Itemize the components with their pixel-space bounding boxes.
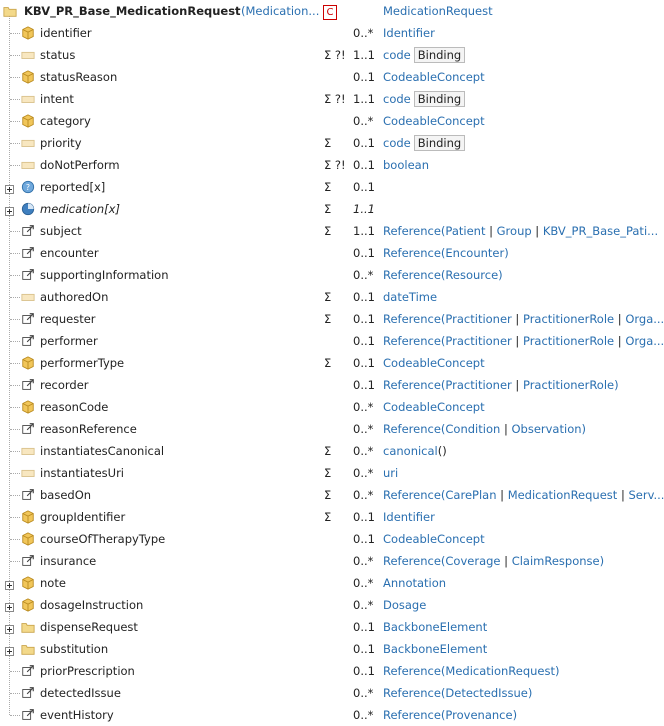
- element-cardinality: 0..1: [353, 510, 375, 524]
- element-name: instantiatesUri: [40, 466, 124, 480]
- element-flags: Σ: [324, 312, 332, 326]
- tree-row-reason-reference[interactable]: [0, 418, 660, 440]
- reference-icon: [21, 488, 35, 502]
- tree-guide-branch: [10, 561, 20, 562]
- primitive-type-icon: [21, 290, 35, 304]
- type-link[interactable]: BackboneElement: [383, 620, 488, 634]
- type-link[interactable]: Encounter: [445, 246, 505, 260]
- element-flags: Σ: [324, 136, 332, 150]
- type-link[interactable]: Reference(: [383, 554, 446, 568]
- type-link[interactable]: MedicationRequest: [445, 664, 556, 678]
- type-link[interactable]: Practitioner: [445, 378, 512, 392]
- element-type: [383, 47, 465, 63]
- tree-row-recorder[interactable]: [0, 374, 660, 396]
- expand-toggle-icon[interactable]: [5, 622, 14, 631]
- svg-text:?: ?: [25, 183, 31, 193]
- tree-row-reason-code[interactable]: [0, 396, 660, 418]
- tree-row-encounter[interactable]: [0, 242, 660, 264]
- reference-icon: [21, 686, 35, 700]
- element-cardinality: 0..1: [353, 620, 375, 634]
- element-name: requester: [40, 312, 96, 326]
- element-name: reasonReference: [40, 422, 137, 436]
- element-cardinality: 0..1: [353, 664, 375, 678]
- tree-row-authored-on[interactable]: [0, 286, 660, 308]
- tree-guide-branch: [10, 715, 20, 716]
- type-link[interactable]: Reference(: [383, 708, 446, 722]
- element-name: reported[x]: [40, 180, 106, 194]
- type-link[interactable]: Coverage: [445, 554, 501, 568]
- tree-guide-branch: [10, 539, 20, 540]
- tree-row-category[interactable]: [0, 110, 660, 132]
- type-link[interactable]: CarePlan: [445, 488, 497, 502]
- element-name: courseOfTherapyType: [40, 532, 166, 546]
- primitive-type-icon: [21, 466, 35, 480]
- type-link[interactable]: CodeableConcept: [383, 400, 485, 414]
- reference-icon: [21, 246, 35, 260]
- element-type: [383, 575, 446, 591]
- reference-icon: [21, 224, 35, 238]
- expand-toggle-icon[interactable]: [5, 204, 14, 213]
- tree-row-course-of-therapy-type[interactable]: [0, 528, 660, 550]
- tree-guide-branch: [10, 385, 20, 386]
- element-type: [383, 509, 435, 525]
- type-link[interactable]: ): [599, 554, 605, 568]
- tree-row-performer-type[interactable]: [0, 352, 660, 374]
- type-link[interactable]: ): [614, 378, 619, 392]
- type-link[interactable]: Practitioner: [445, 312, 512, 326]
- element-cardinality: 0..*: [353, 466, 374, 480]
- element-name: priority: [40, 136, 82, 150]
- element-type: [383, 91, 465, 107]
- type-link[interactable]: Resource: [445, 268, 499, 282]
- type-link[interactable]: Reference(: [383, 312, 446, 326]
- element-type: [383, 223, 658, 239]
- type-link[interactable]: uri: [383, 466, 399, 480]
- type-link[interactable]: Reference(: [383, 664, 446, 678]
- element-cardinality: 0..*: [353, 400, 374, 414]
- element-type: [383, 487, 664, 503]
- tree-guide-branch: [10, 231, 20, 232]
- tree-guide-branch: [10, 407, 20, 408]
- type-link[interactable]: Reference(: [383, 334, 446, 348]
- type-link[interactable]: Group: [496, 224, 532, 238]
- reference-icon: [21, 334, 35, 348]
- element-type: [383, 443, 447, 459]
- element-flags: Σ: [324, 202, 332, 216]
- type-link[interactable]: ): [581, 422, 587, 436]
- element-flags: Σ: [324, 466, 332, 480]
- type-separator: |: [511, 334, 523, 348]
- constraint-badge: C: [323, 5, 337, 20]
- element-flags: Σ: [324, 224, 332, 238]
- tree-row-insurance[interactable]: [0, 550, 660, 572]
- element-cardinality: 0..*: [353, 444, 374, 458]
- element-type: [383, 641, 487, 657]
- tree-row-dosage-instruction[interactable]: [0, 594, 660, 616]
- backbone-element-icon: [21, 620, 35, 634]
- type-link[interactable]: Identifier: [383, 26, 435, 40]
- element-name: basedOn: [40, 488, 92, 502]
- type-link[interactable]: ): [498, 268, 503, 282]
- complex-type-icon: [21, 510, 35, 524]
- element-cardinality: 0..*: [353, 422, 374, 436]
- tree-guide-branch: [10, 429, 20, 430]
- complex-type-icon: [21, 532, 35, 546]
- type-separator: |: [511, 378, 523, 392]
- type-link[interactable]: PractitionerRole: [522, 378, 615, 392]
- type-separator: |: [496, 488, 508, 502]
- element-flags: Σ: [324, 290, 332, 304]
- type-link[interactable]: ClaimResponse: [511, 554, 600, 568]
- type-link[interactable]: Observation: [511, 422, 582, 436]
- element-type: [383, 245, 509, 261]
- element-name: dispenseRequest: [40, 620, 138, 634]
- tree-guide-branch: [10, 363, 20, 364]
- element-cardinality: 0..*: [353, 598, 374, 612]
- primitive-type-icon: [21, 158, 35, 172]
- type-link[interactable]: dateTime: [383, 290, 438, 304]
- element-cardinality: 0..*: [353, 268, 374, 282]
- tree-guide-branch: [10, 517, 20, 518]
- element-cardinality: 0..1: [353, 290, 375, 304]
- type-link[interactable]: canonical: [383, 444, 438, 458]
- element-name: groupIdentifier: [40, 510, 126, 524]
- element-cardinality: 0..1: [353, 356, 375, 370]
- tree-row-based-on[interactable]: [0, 484, 664, 506]
- tree-row-group-identifier[interactable]: [0, 506, 660, 528]
- binding-button[interactable]: Binding: [414, 91, 465, 107]
- tree-row-note[interactable]: [0, 572, 660, 594]
- element-name: status: [40, 48, 76, 62]
- reference-icon: [21, 554, 35, 568]
- element-name: detectedIssue: [40, 686, 121, 700]
- element-cardinality: 0..1: [353, 246, 375, 260]
- tree-guide-branch: [10, 297, 20, 298]
- element-flags: Σ ?!: [324, 92, 346, 106]
- element-cardinality: 1..1: [353, 224, 375, 238]
- tree-guide-branch: [10, 121, 20, 122]
- reference-icon: [21, 268, 35, 282]
- element-cardinality: 0..*: [353, 686, 374, 700]
- element-name: authoredOn: [40, 290, 109, 304]
- type-link[interactable]: Identifier: [383, 510, 435, 524]
- element-cardinality: 1..1: [353, 202, 375, 216]
- element-type: [383, 267, 503, 283]
- element-type: [383, 333, 664, 349]
- tree-guide-branch: [10, 319, 20, 320]
- type-link[interactable]: Condition: [445, 422, 501, 436]
- tree-row-priority[interactable]: [0, 132, 660, 154]
- element-type: [383, 597, 426, 613]
- element-cardinality: 0..1: [353, 70, 375, 84]
- element-type: [383, 289, 437, 305]
- element-type: [383, 553, 604, 569]
- element-type: [383, 531, 485, 547]
- element-name: priorPrescription: [40, 664, 135, 678]
- element-name: instantiatesCanonical: [40, 444, 165, 458]
- type-link[interactable]: ): [527, 686, 533, 700]
- backbone-element-icon: [21, 642, 35, 656]
- element-type: [383, 157, 429, 173]
- type-link[interactable]: Reference(: [383, 246, 446, 260]
- binding-button[interactable]: Binding: [414, 135, 465, 151]
- tree-row-status[interactable]: [0, 44, 660, 66]
- tree-guide-branch: [10, 495, 20, 496]
- element-cardinality: 0..*: [353, 576, 374, 590]
- type-link[interactable]: ): [512, 708, 518, 722]
- type-link[interactable]: PractitionerRole: [522, 334, 615, 348]
- element-type: [383, 707, 517, 723]
- element-name: identifier: [40, 26, 92, 40]
- type-link[interactable]: Orga...: [625, 312, 664, 326]
- element-type: [383, 69, 485, 85]
- tree-row-supporting-information[interactable]: [0, 264, 660, 286]
- element-name: intent: [40, 92, 74, 106]
- type-separator: |: [500, 554, 512, 568]
- type-separator: (): [437, 444, 447, 458]
- reference-icon: [21, 312, 35, 326]
- type-link[interactable]: code: [383, 136, 411, 150]
- type-link[interactable]: Provenance: [445, 708, 513, 722]
- element-cardinality: 0..*: [353, 114, 374, 128]
- tree-guide-branch: [10, 275, 20, 276]
- type-link[interactable]: CodeableConcept: [383, 356, 485, 370]
- expand-toggle-icon[interactable]: [5, 644, 14, 653]
- element-flags: Σ ?!: [324, 158, 346, 172]
- type-link[interactable]: DetectedIssue: [445, 686, 528, 700]
- element-name: doNotPerform: [40, 158, 120, 172]
- type-link[interactable]: Reference(: [383, 488, 446, 502]
- element-flags: Σ: [324, 356, 332, 370]
- type-link[interactable]: Orga...: [625, 334, 664, 348]
- tree-guide-branch: [10, 33, 20, 34]
- tree-row-do-not-perform[interactable]: [0, 154, 660, 176]
- type-separator: |: [614, 312, 626, 326]
- reference-icon: [21, 378, 35, 392]
- slice-icon: [21, 202, 35, 216]
- tree-row-detected-issue[interactable]: [0, 682, 660, 704]
- type-link[interactable]: CodeableConcept: [383, 70, 485, 84]
- primitive-type-icon: [21, 92, 35, 106]
- element-cardinality: 0..*: [353, 708, 374, 722]
- tree-root-row[interactable]: [0, 0, 660, 22]
- element-cardinality: 1..1: [353, 92, 375, 106]
- type-link[interactable]: boolean: [383, 158, 429, 172]
- element-type: [383, 311, 664, 327]
- type-link[interactable]: MedicationRequest: [507, 488, 618, 502]
- tree-row-dispense-request[interactable]: [0, 616, 660, 638]
- element-name: eventHistory: [40, 708, 114, 722]
- element-type: [383, 685, 532, 701]
- element-type: [383, 377, 619, 393]
- element-type: [383, 619, 487, 635]
- complex-type-icon: [21, 598, 35, 612]
- element-type: [383, 663, 560, 679]
- tree-guide-branch: [10, 473, 20, 474]
- tree-row-performer[interactable]: [0, 330, 664, 352]
- type-link[interactable]: Patient: [445, 224, 486, 238]
- element-flags: Σ ?!: [324, 48, 346, 62]
- tree-guide-branch: [10, 55, 20, 56]
- type-separator: |: [485, 224, 497, 238]
- type-link[interactable]: KBV_PR_Base_Pati...: [542, 224, 659, 238]
- root-crumb[interactable]: (Medication...: [241, 4, 320, 18]
- complex-type-icon: [21, 70, 35, 84]
- type-link[interactable]: CodeableConcept: [383, 114, 485, 128]
- type-link[interactable]: Reference(: [383, 268, 446, 282]
- element-flags: Σ: [324, 510, 332, 524]
- tree-guide-branch: [10, 143, 20, 144]
- element-name: statusReason: [40, 70, 118, 84]
- type-separator: |: [617, 488, 629, 502]
- tree-row-subject[interactable]: [0, 220, 660, 242]
- type-link[interactable]: Reference(: [383, 686, 446, 700]
- type-link[interactable]: BackboneElement: [383, 642, 488, 656]
- element-cardinality: 0..1: [353, 532, 375, 546]
- element-flags: Σ: [324, 488, 332, 502]
- tree-row-status-reason[interactable]: [0, 66, 660, 88]
- tree-guide-branch: [10, 451, 20, 452]
- tree-guide-branch: [10, 99, 20, 100]
- element-name: subject: [40, 224, 82, 238]
- element-type: [383, 465, 398, 481]
- reference-icon: [21, 708, 35, 722]
- element-cardinality: 0..1: [353, 334, 375, 348]
- tree-row-medicationx[interactable]: [0, 198, 660, 220]
- expand-toggle-icon[interactable]: [5, 600, 14, 609]
- element-cardinality: 0..1: [353, 378, 375, 392]
- element-cardinality: 0..*: [353, 488, 374, 502]
- element-type: [383, 421, 586, 437]
- tree-guide-branch: [10, 253, 20, 254]
- type-link[interactable]: Reference(: [383, 224, 446, 238]
- element-name: dosageInstruction: [40, 598, 144, 612]
- tree-guide-branch: [10, 341, 20, 342]
- element-name: category: [40, 114, 91, 128]
- type-separator: |: [614, 334, 626, 348]
- element-cardinality: 0..*: [353, 26, 374, 40]
- element-type: [383, 25, 435, 41]
- element-name: encounter: [40, 246, 99, 260]
- tree-row-intent[interactable]: [0, 88, 660, 110]
- element-cardinality: 0..*: [353, 554, 374, 568]
- tree-row-prior-prescription[interactable]: [0, 660, 660, 682]
- element-name: insurance: [40, 554, 97, 568]
- type-link[interactable]: ): [555, 664, 560, 678]
- type-separator: |: [511, 312, 523, 326]
- tree-row-requester[interactable]: [0, 308, 664, 330]
- reference-icon: [21, 422, 35, 436]
- element-name: medication[x]: [40, 202, 120, 216]
- tree-guide-branch: [10, 77, 20, 78]
- element-cardinality: 0..1: [353, 158, 375, 172]
- tree-row-instantiates-uri[interactable]: [0, 462, 660, 484]
- element-type: [383, 399, 485, 415]
- primitive-type-icon: [21, 136, 35, 150]
- type-link[interactable]: Practitioner: [445, 334, 512, 348]
- element-name: reasonCode: [40, 400, 109, 414]
- element-name: recorder: [40, 378, 89, 392]
- element-name: performerType: [40, 356, 125, 370]
- element-flags: Σ: [324, 444, 332, 458]
- root-name: KBV_PR_Base_MedicationRequest: [24, 4, 241, 18]
- type-link[interactable]: Reference(: [383, 378, 446, 392]
- element-cardinality: 0..1: [353, 136, 375, 150]
- complex-type-icon: [21, 114, 35, 128]
- type-link[interactable]: code: [383, 92, 411, 106]
- tree-row-identifier[interactable]: [0, 22, 660, 44]
- tree-row-event-history[interactable]: [0, 704, 660, 726]
- expand-toggle-icon[interactable]: [5, 182, 14, 191]
- element-name: note: [40, 576, 66, 590]
- type-link[interactable]: Serv...: [628, 488, 664, 502]
- element-cardinality: 1..1: [353, 48, 375, 62]
- reference-icon: [21, 664, 35, 678]
- element-name: supportingInformation: [40, 268, 169, 282]
- type-link[interactable]: code: [383, 48, 411, 62]
- complex-type-icon: [21, 356, 35, 370]
- primitive-type-icon: [21, 48, 35, 62]
- tree-guide-branch: [10, 671, 20, 672]
- element-type: [383, 113, 485, 129]
- tree-guide-branch: [10, 693, 20, 694]
- element-cardinality: 0..1: [353, 642, 375, 656]
- complex-type-icon: [21, 400, 35, 414]
- tree-row-reportedx[interactable]: [0, 176, 660, 198]
- type-separator: |: [531, 224, 543, 238]
- type-link[interactable]: PractitionerRole: [522, 312, 615, 326]
- element-name: performer: [40, 334, 98, 348]
- element-type: [383, 355, 485, 371]
- expand-toggle-icon[interactable]: [5, 578, 14, 587]
- tree-row-instantiates-canonical[interactable]: [0, 440, 660, 462]
- element-flags: Σ: [324, 180, 332, 194]
- resource-folder-icon: [3, 4, 17, 18]
- binding-button[interactable]: Binding: [414, 47, 465, 63]
- type-link[interactable]: ): [504, 246, 509, 260]
- type-link[interactable]: Annotation: [383, 576, 447, 590]
- element-cardinality: 0..1: [353, 312, 375, 326]
- root-type[interactable]: MedicationRequest: [383, 4, 493, 18]
- type-link[interactable]: Reference(: [383, 422, 446, 436]
- element-type: [383, 135, 465, 151]
- complex-type-icon: [21, 26, 35, 40]
- choice-type-icon: [21, 180, 35, 194]
- type-link[interactable]: Dosage: [383, 598, 427, 612]
- type-link[interactable]: CodeableConcept: [383, 532, 485, 546]
- complex-type-icon: [21, 576, 35, 590]
- tree-row-substitution[interactable]: [0, 638, 660, 660]
- tree-guide-branch: [10, 165, 20, 166]
- primitive-type-icon: [21, 444, 35, 458]
- type-separator: |: [500, 422, 512, 436]
- element-cardinality: 0..1: [353, 180, 375, 194]
- element-name: substitution: [40, 642, 109, 656]
